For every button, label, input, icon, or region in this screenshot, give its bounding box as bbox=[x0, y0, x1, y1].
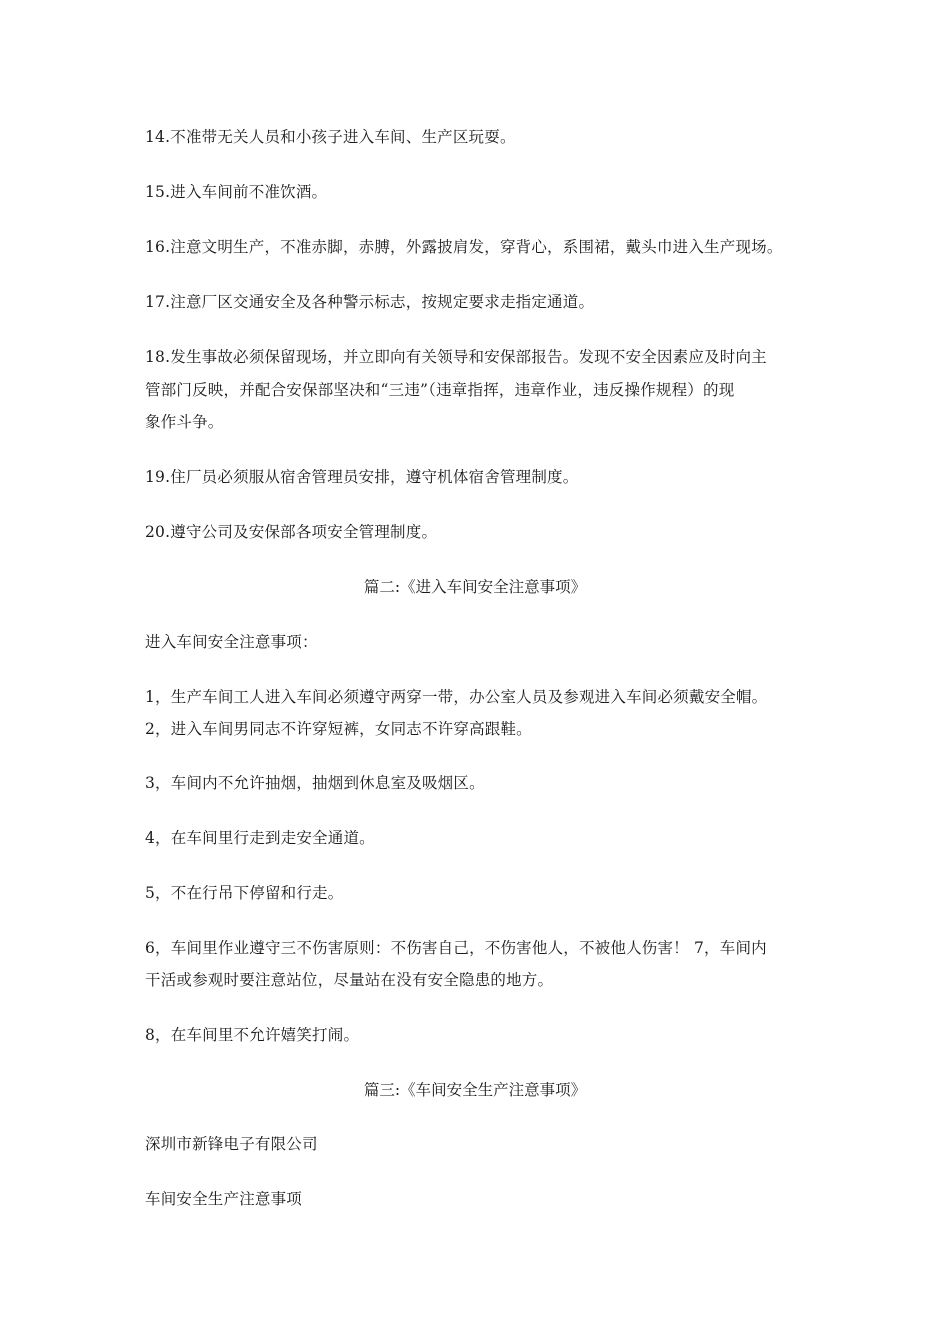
rule-14: 14.不准带无关人员和小孩子进入车间、生产区玩耍。 bbox=[145, 128, 516, 146]
section-2-item-4: 4，在车间里行走到走安全通道。 bbox=[145, 829, 375, 847]
section-2-item-1: 1，生产车间工人进入车间必须遵守两穿一带，办公室人员及参观进入车间必须戴安全帽。 bbox=[145, 688, 768, 706]
section-2-item-8: 8，在车间里不允许嬉笑打闹。 bbox=[145, 1026, 360, 1044]
section-2-item-2: 2，进入车间男同志不许穿短裤，女同志不许穿高跟鞋。 bbox=[145, 720, 532, 738]
rule-17: 17.注意厂区交通安全及各种警示标志，按规定要求走指定通道。 bbox=[145, 293, 595, 311]
rule-18-line-3: 象作斗争。 bbox=[145, 413, 224, 431]
section-2-title: 篇二:《进入车间安全注意事项》 bbox=[363, 578, 587, 596]
rule-18-line-1: 18.发生事故必须保留现场，并立即向有关领导和安保部报告。发现不安全因素应及时向主 bbox=[145, 348, 767, 366]
section-2-intro: 进入车间安全注意事项： bbox=[145, 633, 318, 651]
rule-18-line-2: 管部门反映，并配合安保部坚决和“三违”（违章指挥，违章作业，违反操作规程）的现 bbox=[145, 381, 735, 399]
rule-16: 16.注意文明生产，不准赤脚，赤膊，外露披肩发，穿背心，系围裙，戴头巾进入生产现场。 bbox=[145, 238, 783, 256]
section-2-item-3: 3，车间内不允许抽烟，抽烟到休息室及吸烟区。 bbox=[145, 774, 485, 792]
rule-19: 19.住厂员必须服从宿舍管理员安排，遵守机体宿舍管理制度。 bbox=[145, 468, 579, 486]
company-name: 深圳市新锋电子有限公司 bbox=[145, 1135, 318, 1153]
rule-15: 15.进入车间前不准饮酒。 bbox=[145, 183, 328, 201]
section-3-subtitle: 车间安全生产注意事项 bbox=[145, 1190, 303, 1208]
section-3-title: 篇三:《车间安全生产注意事项》 bbox=[363, 1081, 587, 1099]
rule-20: 20.遵守公司及安保部各项安全管理制度。 bbox=[145, 523, 438, 541]
section-2-item-6-7-line-1: 6，车间里作业遵守三不伤害原则：不伤害自己，不伤害他人，不被他人伤害！ 7，车间内 bbox=[145, 939, 767, 957]
section-2-item-5: 5，不在行吊下停留和行走。 bbox=[145, 884, 344, 902]
section-2-item-6-7-line-2: 干活或参观时要注意站位，尽量站在没有安全隐患的地方。 bbox=[145, 971, 554, 989]
